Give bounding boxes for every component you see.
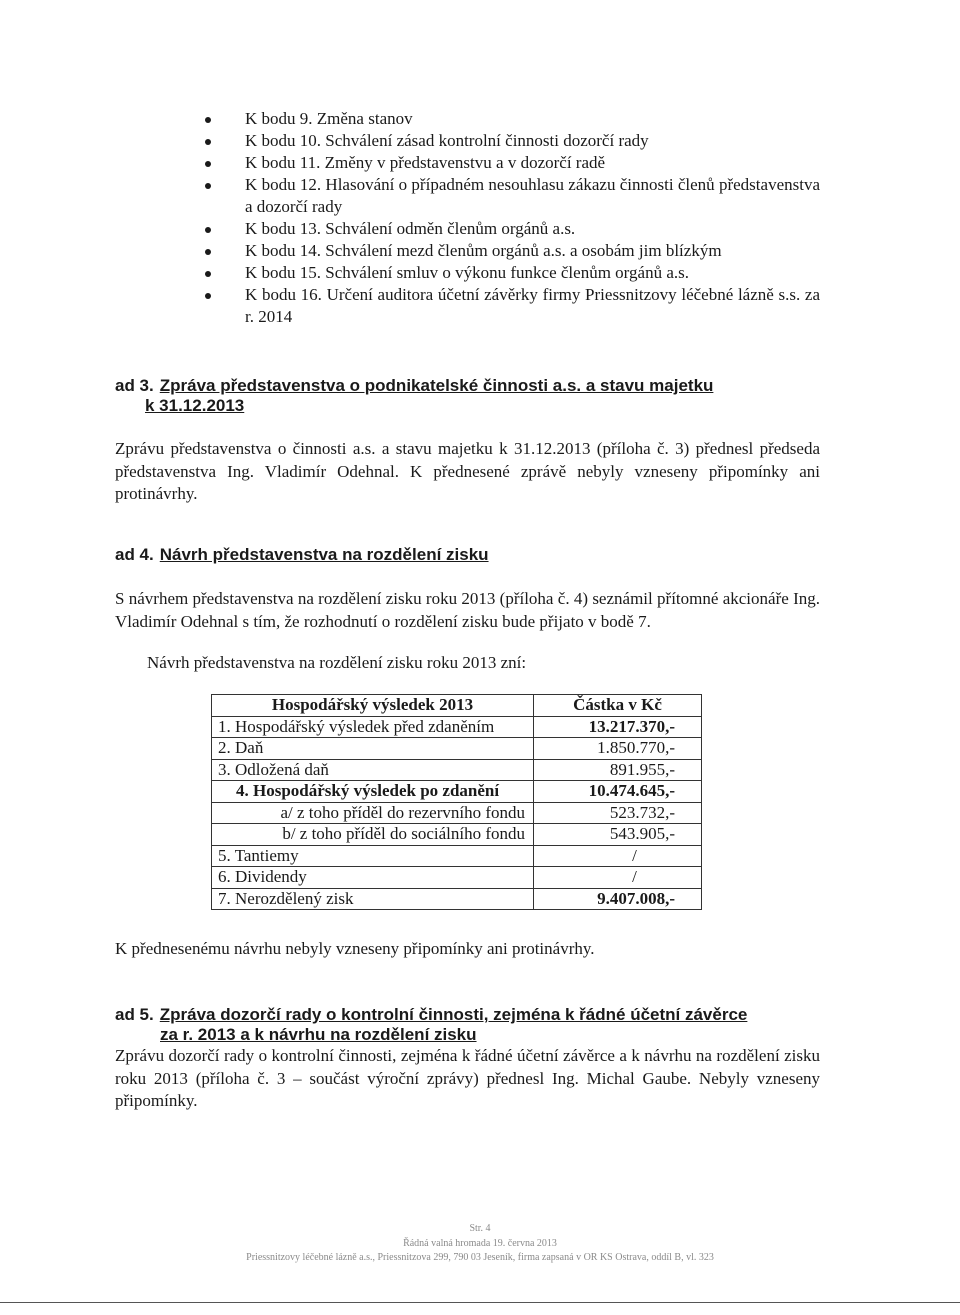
row-amount: / — [534, 867, 702, 889]
row-label: 3. Odložená daň — [212, 759, 534, 781]
section-3-title: Zpráva představenstva o podnikatelské činnosti a.s. a stavu majetku — [159, 376, 714, 395]
section-4-number: ad 4. — [115, 545, 154, 564]
section-4-intro: Návrh představenstva na rozdělení zisku roku 2013 zní: — [147, 653, 527, 672]
section-4-text: S návrhem představenstva na rozdělení zisku roku 2013 (příloha č. 4) seznámil přítomné akcionáře Ing. Vladimír Odehnal s tím, že rozhodnutí o rozdělení zisku bude přijato v bodě 7. — [115, 589, 820, 631]
row-amount: 13.217.370,- — [534, 716, 702, 738]
table-row — [212, 738, 702, 760]
section-4-heading — [115, 545, 820, 565]
row-label: 7. Nerozdělený zisk — [212, 888, 534, 910]
agenda-item: K bodu 9. Změna stanov — [205, 108, 820, 130]
table-row — [212, 802, 702, 824]
agenda-item: K bodu 16. Určení auditora účetní závěrky firmy Priessnitzovy léčebné lázně s.s. za r. 2014 — [205, 284, 820, 328]
row-label: 5. Tantiemy — [212, 845, 534, 867]
row-label: 4. Hospodářský výsledek po zdanění — [212, 781, 534, 803]
agenda-item: K bodu 12. Hlasování o případném nesouhlasu zákazu činnosti členů představenstva a dozorčí rady — [205, 174, 820, 218]
agenda-item: K bodu 10. Schválení zásad kontrolní činnosti dozorčí rady — [205, 130, 820, 152]
footer-page-number: Str. 4 — [469, 1223, 491, 1234]
table-row — [212, 781, 702, 803]
table-row — [212, 824, 702, 846]
agenda-item: K bodu 11. Změny v představenstvu a v dozorčí radě — [205, 152, 820, 174]
table-row — [212, 716, 702, 738]
row-amount: 9.407.008,- — [534, 888, 702, 910]
section-5-number: ad 5. — [115, 1005, 154, 1024]
table-row — [212, 867, 702, 889]
row-amount: 10.474.645,- — [534, 781, 702, 803]
table-row — [212, 759, 702, 781]
section-3-title-cont: k 31.12.2013 — [145, 396, 245, 415]
section-5-text: Zprávu dozorčí rady o kontrolní činnosti, zejména k řádné účetní závěrce a k návrhu na rozdělení zisku roku 2013 (příloha č. 3 – součást výroční zprávy) přednesl Ing. Michal Gaube. Nebyly vzneseny připomínky. — [115, 1046, 820, 1110]
agenda-list — [205, 108, 820, 328]
footer-company: Priessnitzovy léčebné lázně a.s., Priessnitzova 299, 790 03 Jeseník, firma zapsaná v OR KS Ostrava, oddíl B, vl. 323 — [246, 1252, 714, 1263]
row-amount: 1.850.770,- — [534, 738, 702, 760]
row-label: 1. Hospodářský výsledek před zdaněním — [212, 716, 534, 738]
section-5-title-cont: za r. 2013 a k návrhu na rozdělení zisku — [160, 1025, 477, 1044]
row-label: 6. Dividendy — [212, 867, 534, 889]
section-5-title: Zpráva dozorčí rady o kontrolní činnosti, zejména k řádné účetní závěrce — [159, 1005, 748, 1024]
table-header-amount: Částka v Kč — [534, 695, 702, 717]
agenda-item: K bodu 13. Schválení odměn členům orgánů a.s. — [205, 218, 820, 240]
section-3-heading — [115, 376, 820, 416]
row-label: 2. Daň — [212, 738, 534, 760]
bottom-rule — [0, 1302, 960, 1303]
table-row — [212, 888, 702, 910]
row-amount: 891.955,- — [534, 759, 702, 781]
agenda-item: K bodu 14. Schválení mezd členům orgánů a.s. a osobám jim blízkým — [205, 240, 820, 262]
section-3-text: Zprávu představenstva o činnosti a.s. a stavu majetku k 31.12.2013 (příloha č. 3) přednesl předseda představenstva Ing. Vladimír Odehnal. K přednesené zprávě nebyly vzneseny připomínky ani protinávrhy. — [115, 439, 820, 503]
row-amount: 543.905,- — [534, 824, 702, 846]
profit-distribution-table — [211, 694, 702, 910]
row-amount: 523.732,- — [534, 802, 702, 824]
section-3-number: ad 3. — [115, 376, 154, 395]
row-label: a/ z toho příděl do rezervního fondu — [212, 802, 534, 824]
row-label: b/ z toho příděl do sociálního fondu — [212, 824, 534, 846]
section-5-heading — [115, 1005, 820, 1045]
table-header-row — [212, 695, 702, 717]
section-4-title: Návrh představenstva na rozdělení zisku — [159, 545, 489, 564]
section-4-closing: K přednesenému návrhu nebyly vzneseny připomínky ani protinávrhy. — [115, 939, 595, 958]
agenda-item: K bodu 15. Schválení smluv o výkonu funkce členům orgánů a.s. — [205, 262, 820, 284]
table-header-label: Hospodářský výsledek 2013 — [212, 695, 534, 717]
table-row — [212, 845, 702, 867]
row-amount: / — [534, 845, 702, 867]
footer-meeting: Řádná valná hromada 19. června 2013 — [403, 1238, 557, 1249]
